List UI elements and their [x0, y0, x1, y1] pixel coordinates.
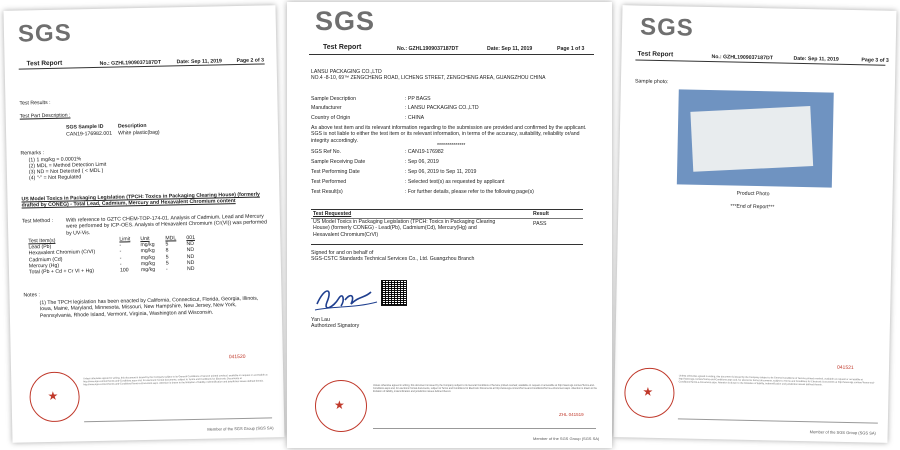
cell: -: [119, 242, 122, 249]
field-label: Sample Receiving Date: [311, 159, 366, 165]
sample-id: CAN19-176982.001: [66, 130, 113, 138]
requested-table: [311, 209, 583, 245]
company-address: NO.4 -8-10, 69™ ZENGCHENG ROAD, LICHENG STREET, ZENGCHENG AREA, GUANGZHOU CHINA: [311, 75, 546, 81]
report-page-1: [287, 2, 612, 448]
notes-text: (1) The TPCH legislation has been enacted by California, Connecticut, Florida, Georgia, Illinois, Iowa, Maine, Maryland, Minnesota, Missouri, New Hampshire, New Jersey, New York, Pennsylvania, Rhode Island, Vermont, Virginia, Washington and Wisconsin.: [39, 295, 259, 320]
section-title: US Model Toxics in Packaging Legislation (TPCH: Toxics in Packaging Clearing House) (formerly drafted by CONEG) - Total Lead, Cadmium, Mercury and Hexavalent Chromium content: [21, 191, 260, 209]
bag-image: [690, 106, 813, 172]
field-label: Manufacturer: [311, 105, 342, 111]
report-number: No.: GZHL1909037187DT: [397, 46, 459, 52]
field-label: Test Result(s): [311, 189, 343, 195]
page-number: Page 1 of 3: [557, 46, 585, 52]
notes-label: Notes :: [23, 292, 40, 299]
page-title: Test Report: [637, 50, 674, 59]
sgs-logo: SGS: [17, 19, 72, 48]
th-001: 001: [186, 234, 196, 242]
cell: -: [119, 248, 122, 255]
report-number: No.: GZHL1909037187DT: [99, 59, 162, 67]
cell: ND: [186, 241, 194, 248]
cell: Lead (Pb): [28, 244, 52, 251]
sample-photo-label: Sample photo:: [634, 78, 669, 86]
cell: Total (Pb + Cd + Cr VI + Hg): [28, 268, 95, 276]
req-header: Test Requested: [313, 211, 352, 217]
report-date: Date: Sep 11, 2019: [487, 46, 533, 52]
remark-3: (3) ND = Not Detected ( < MDL ): [28, 167, 104, 176]
signed-line-2: SGS-CSTC Standards Technical Services Co., Ltd. Guangzhou Branch: [311, 256, 475, 262]
member-text: Member of the SGS Group (SGS SA): [533, 436, 600, 441]
company-name: LANSU PACKAGING CO.,LTD: [311, 69, 382, 75]
cell: -: [165, 266, 168, 273]
col-description: Description: [117, 122, 147, 130]
sample-desc: White plastic(bag): [118, 129, 160, 137]
report-number: No.: GZHL1909037187DT: [711, 54, 773, 62]
cell: 8: [165, 247, 169, 254]
cell: ND: [186, 253, 195, 260]
th-mdl: MDL: [165, 235, 177, 242]
member-text: Member of the SGS Group (SGS SA): [809, 429, 876, 436]
cell: ND: [186, 247, 195, 254]
sgs-logo: SGS: [315, 6, 376, 36]
doc-number: ZHL 041519: [559, 412, 584, 417]
report-page-3: [614, 5, 897, 443]
part-desc-label: Test Part Description :: [19, 112, 71, 120]
report-date: Date: Sep 11, 2019: [793, 55, 839, 63]
page-number: Page 3 of 3: [861, 57, 889, 64]
separator-stars: **************: [437, 143, 466, 149]
cell: Hexavalent Chromium (CrVI): [28, 249, 96, 257]
sgs-logo: SGS: [639, 13, 695, 42]
footer-text: Unless otherwise agreed in writing, this document is issued by the Company subject to its General Conditions of Service printed overleaf, available on request or accessible at http://www.sgs.com/en/Terms-and-Conditions.aspx and, for electronic format documents, subject to Terms and Conditions for Electronic Documents at http://www.sgs.com/en/Terms-and-Conditions/Terms-e-Document.aspx. Attention is drawn to the limitation of liability, indemnification and jurisdiction issues defined therein.: [83, 373, 268, 387]
remarks-label: Remarks :: [20, 150, 45, 157]
field-label: Sample Description: [311, 96, 356, 102]
cell: 5: [165, 241, 169, 248]
cell: Cadmium (Cd): [28, 256, 63, 264]
result-header: Result: [533, 211, 549, 217]
doc-number: 041521: [836, 364, 854, 372]
th-item: Test Item(s): [28, 237, 56, 245]
field-value: : PP BAGS: [405, 96, 431, 102]
signature-image: [311, 278, 381, 318]
cell: ND: [186, 259, 195, 266]
seal-star-icon: ★: [47, 388, 59, 404]
cell: 5: [165, 254, 169, 261]
field-value: : LANSU PACKAGING CO.,LTD: [405, 105, 479, 111]
field-value: : Selected test(s) as requested by applicant: [405, 179, 505, 185]
cell: mg/kg: [140, 260, 156, 267]
signed-line-1: Signed for and on behalf of: [311, 250, 374, 256]
field-label: Test Performing Date: [311, 169, 360, 175]
req-text: US Model Toxics in Packaging Legislation (TPCH: Toxics in Packaging Clearing House) (formerly CONEG) - Lead(Pb), Cadmium(Cd), Mercury(Hg) and Hexavalent Chromium(CrVI): [313, 219, 496, 238]
page-number: Page 2 of 3: [236, 57, 265, 65]
qr-code: [381, 280, 407, 306]
cell: mg/kg: [140, 248, 155, 255]
remark-2: (2) MDL = Method Detection Limit: [28, 161, 107, 170]
cell: 100: [119, 267, 129, 274]
signer-name: Yan Lau: [311, 317, 330, 323]
cell: mg/kg: [140, 254, 155, 261]
field-label: SGS Ref No.: [311, 149, 341, 155]
field-label: Test Performed: [311, 179, 347, 185]
product-photo: [677, 89, 834, 187]
cell: mg/kg: [140, 241, 155, 249]
disclaimer: As above test item and its relevant information regarding to the submission are provided and confirmed by the applicant. SGS is not liable to either the test item or its relevant information, in terms of the accuracy, suitability, reliability or/and integrity accordingly.: [311, 125, 587, 144]
seal-star-icon: ★: [642, 384, 654, 399]
cell: mg/kg: [140, 266, 156, 274]
report-date: Date: Sep 11, 2019: [176, 58, 222, 66]
member-text: Member of the SGS Group (SGS SA): [207, 425, 274, 432]
cell: -: [119, 255, 122, 262]
results-label: Test Results :: [19, 99, 51, 107]
cell: ND: [186, 265, 195, 273]
result-value: PASS: [533, 221, 547, 227]
method-label: Test Method :: [21, 217, 54, 225]
footer-text: Unless otherwise agreed in writing, this document is issued by the Company subject to its General Conditions of Service printed overleaf, available on request or accessible at http://www.sgs.com/en/Terms-and-Conditions.aspx and, for electronic format documents, subject to Terms and Conditions for Electronic Documents at http://www.sgs.com/en/Terms-and-Conditions/Terms-e-Document.aspx. Attention is drawn to the limitation of liability, indemnification and jurisdiction issues defined therein.: [678, 374, 875, 387]
footer-text: Unless otherwise agreed in writing, this document is issued by the Company subject to its General Conditions of Service printed overleaf, available on request or accessible at http://www.sgs.com/en/Terms-and-Conditions.aspx and, for electronic format documents, subject to Terms and Conditions for Electronic Documents at http://www.sgs.com/en/Terms-and-Conditions/Terms-e-Document.aspx. Attention is drawn to the limitation of liability, indemnification and jurisdiction issues defined therein.: [373, 384, 597, 393]
field-value: : Sep 06, 2019 to Sep 11, 2019: [405, 169, 477, 175]
cell: 5: [165, 260, 169, 267]
method-text: With reference to GZTC CHEM-TOP-174-01. Analysis of Cadmium, Lead and Mercury were performed by ICP-OES. Analysis of Hexavalent Chromium (Cr(VI)) was performed by UV-Vis.: [65, 213, 268, 237]
cell: -: [119, 261, 122, 268]
remark-1: (1) 1 mg/kg = 0.0001%: [28, 156, 82, 164]
th-unit: Unit: [140, 235, 150, 243]
th-limit: Limit: [119, 236, 131, 243]
seal-star-icon: ★: [334, 398, 345, 412]
cell: Mercury (Hg): [28, 262, 60, 270]
report-page-2: [4, 5, 285, 443]
page-title: Test Report: [26, 59, 63, 68]
field-value: : CAN19-176982: [405, 149, 444, 155]
signer-title: Authorized Signatory: [311, 323, 360, 329]
doc-number: 041520: [228, 353, 246, 361]
field-value: : Sep 06, 2019: [405, 159, 439, 165]
results-table: [28, 235, 198, 276]
field-value: : CHINA: [405, 115, 425, 121]
end-of-report: ***End of Report***: [730, 203, 775, 211]
field-value: : For further details, please refer to the following page(s): [405, 189, 534, 195]
col-sample-id: SGS Sample ID: [65, 123, 104, 131]
photo-caption: Product Photo: [736, 190, 770, 198]
field-label: Country of Origin: [311, 115, 351, 121]
remark-4: (4) "-" = Not Regulated: [28, 174, 82, 182]
page-title: Test Report: [323, 44, 362, 51]
